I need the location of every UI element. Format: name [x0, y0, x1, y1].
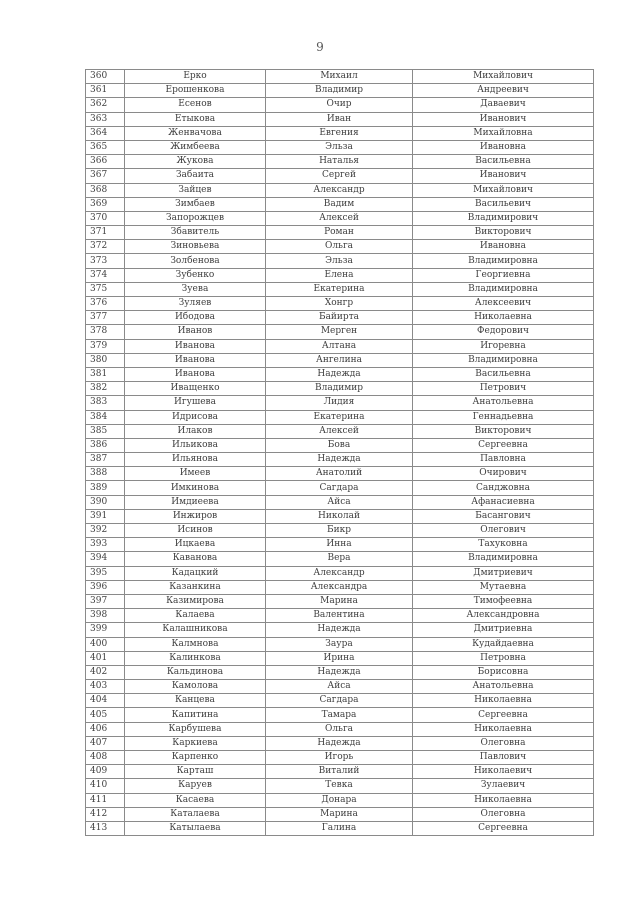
table-row	[86, 495, 594, 509]
table-row	[86, 722, 594, 736]
first-name-cell: Александра	[266, 580, 413, 594]
surname-cell: Зайцев	[125, 183, 266, 197]
table-row	[86, 240, 594, 254]
row-number: 388	[86, 467, 125, 481]
table-row	[86, 821, 594, 835]
patronymic-cell: Петровна	[413, 651, 594, 665]
patronymic-cell: Михайлович	[413, 183, 594, 197]
surname-cell: Имкинова	[125, 481, 266, 495]
surname-cell: Идрисова	[125, 410, 266, 424]
table-row	[86, 566, 594, 580]
surname-cell: Имдиеева	[125, 495, 266, 509]
surname-cell: Калмнова	[125, 637, 266, 651]
first-name-cell: Александр	[266, 183, 413, 197]
surname-cell: Калаева	[125, 609, 266, 623]
surname-cell: Ерошенкова	[125, 84, 266, 98]
row-number: 361	[86, 84, 125, 98]
surname-cell: Катылаева	[125, 821, 266, 835]
row-number: 394	[86, 552, 125, 566]
patronymic-cell: Николаевич	[413, 765, 594, 779]
surname-cell: Кадацкий	[125, 566, 266, 580]
table-row	[86, 481, 594, 495]
first-name-cell: Эльза	[266, 140, 413, 154]
surname-cell: Иванов	[125, 325, 266, 339]
surname-cell: Иващенко	[125, 382, 266, 396]
surname-cell: Касаева	[125, 793, 266, 807]
row-number: 385	[86, 424, 125, 438]
first-name-cell: Марина	[266, 807, 413, 821]
patronymic-cell: Игоревна	[413, 339, 594, 353]
surname-cell: Иванова	[125, 353, 266, 367]
patronymic-cell: Николаевна	[413, 311, 594, 325]
table-row	[86, 339, 594, 353]
surname-cell: Калинкова	[125, 651, 266, 665]
surname-cell: Инжиров	[125, 509, 266, 523]
patronymic-cell: Басангович	[413, 509, 594, 523]
surname-cell: Женвачова	[125, 126, 266, 140]
page-number: 9	[316, 40, 324, 54]
patronymic-cell: Ивановна	[413, 140, 594, 154]
first-name-cell: Анатолий	[266, 467, 413, 481]
first-name-cell: Алексей	[266, 424, 413, 438]
surname-cell: Зубенко	[125, 268, 266, 282]
first-name-cell: Елена	[266, 268, 413, 282]
patronymic-cell: Васильевна	[413, 155, 594, 169]
table-row	[86, 169, 594, 183]
first-name-cell: Алексей	[266, 211, 413, 225]
surname-cell: Есенов	[125, 98, 266, 112]
surname-cell: Капитина	[125, 708, 266, 722]
surname-cell: Казанкина	[125, 580, 266, 594]
patronymic-cell: Даваевич	[413, 98, 594, 112]
table-row	[86, 325, 594, 339]
row-number: 377	[86, 311, 125, 325]
row-number: 382	[86, 382, 125, 396]
row-number: 406	[86, 722, 125, 736]
row-number: 392	[86, 524, 125, 538]
surname-cell: Каруев	[125, 779, 266, 793]
row-number: 371	[86, 226, 125, 240]
surname-cell: Ибодова	[125, 311, 266, 325]
surname-cell: Ицкаева	[125, 538, 266, 552]
table-row	[86, 396, 594, 410]
table-row	[86, 552, 594, 566]
patronymic-cell: Афанасиевна	[413, 495, 594, 509]
table-row	[86, 98, 594, 112]
first-name-cell: Михаил	[266, 70, 413, 84]
patronymic-cell: Михайлович	[413, 70, 594, 84]
surname-cell: Исинов	[125, 524, 266, 538]
patronymic-cell: Викторович	[413, 226, 594, 240]
surname-cell: Калашникова	[125, 623, 266, 637]
row-number: 373	[86, 254, 125, 268]
first-name-cell: Ольга	[266, 240, 413, 254]
first-name-cell: Хонгр	[266, 297, 413, 311]
surname-cell: Ильянова	[125, 453, 266, 467]
table-row	[86, 126, 594, 140]
row-number: 364	[86, 126, 125, 140]
patronymic-cell: Дмитриевна	[413, 623, 594, 637]
row-number: 368	[86, 183, 125, 197]
table-row	[86, 509, 594, 523]
table-row	[86, 467, 594, 481]
table-row	[86, 382, 594, 396]
patronymic-cell: Очирович	[413, 467, 594, 481]
row-number: 372	[86, 240, 125, 254]
surname-cell: Иванова	[125, 367, 266, 381]
first-name-cell: Наталья	[266, 155, 413, 169]
surname-cell: Каталаева	[125, 807, 266, 821]
patronymic-cell: Иванович	[413, 169, 594, 183]
patronymic-cell: Владимирович	[413, 211, 594, 225]
first-name-cell: Галина	[266, 821, 413, 835]
patronymic-cell: Владимировна	[413, 254, 594, 268]
table-row	[86, 779, 594, 793]
row-number: 369	[86, 197, 125, 211]
row-number: 387	[86, 453, 125, 467]
patronymic-cell: Сергеевна	[413, 821, 594, 835]
table-row	[86, 807, 594, 821]
patronymic-cell: Тимофеевна	[413, 594, 594, 608]
row-number: 374	[86, 268, 125, 282]
table-row	[86, 140, 594, 154]
table-row	[86, 254, 594, 268]
roster-body	[86, 70, 594, 836]
first-name-cell: Александр	[266, 566, 413, 580]
row-number: 393	[86, 538, 125, 552]
patronymic-cell: Николаевна	[413, 793, 594, 807]
table-row	[86, 183, 594, 197]
row-number: 400	[86, 637, 125, 651]
surname-cell: Жукова	[125, 155, 266, 169]
row-number: 402	[86, 665, 125, 679]
table-row	[86, 282, 594, 296]
first-name-cell: Донара	[266, 793, 413, 807]
table-row	[86, 367, 594, 381]
row-number: 381	[86, 367, 125, 381]
row-number: 410	[86, 779, 125, 793]
row-number: 398	[86, 609, 125, 623]
first-name-cell: Бова	[266, 438, 413, 452]
first-name-cell: Очир	[266, 98, 413, 112]
surname-cell: Илаков	[125, 424, 266, 438]
row-number: 365	[86, 140, 125, 154]
row-number: 379	[86, 339, 125, 353]
patronymic-cell: Георгиевна	[413, 268, 594, 282]
first-name-cell: Евгения	[266, 126, 413, 140]
first-name-cell: Тевка	[266, 779, 413, 793]
table-row	[86, 793, 594, 807]
first-name-cell: Надежда	[266, 665, 413, 679]
surname-cell: Етыкова	[125, 112, 266, 126]
patronymic-cell: Борисовна	[413, 665, 594, 679]
first-name-cell: Байирта	[266, 311, 413, 325]
row-number: 370	[86, 211, 125, 225]
row-number: 363	[86, 112, 125, 126]
first-name-cell: Лидия	[266, 396, 413, 410]
table-row	[86, 155, 594, 169]
patronymic-cell: Зулаевич	[413, 779, 594, 793]
table-row	[86, 680, 594, 694]
patronymic-cell: Викторович	[413, 424, 594, 438]
surname-cell: Кальдинова	[125, 665, 266, 679]
patronymic-cell: Владимировна	[413, 353, 594, 367]
patronymic-cell: Васильевич	[413, 197, 594, 211]
surname-cell: Забаита	[125, 169, 266, 183]
surname-cell: Иванова	[125, 339, 266, 353]
table-row	[86, 410, 594, 424]
row-number: 378	[86, 325, 125, 339]
table-row	[86, 438, 594, 452]
first-name-cell: Марина	[266, 594, 413, 608]
first-name-cell: Роман	[266, 226, 413, 240]
surname-cell: Карташ	[125, 765, 266, 779]
first-name-cell: Ангелина	[266, 353, 413, 367]
surname-cell: Казимирова	[125, 594, 266, 608]
surname-cell: Золбенова	[125, 254, 266, 268]
patronymic-cell: Владимировна	[413, 282, 594, 296]
row-number: 383	[86, 396, 125, 410]
first-name-cell: Айса	[266, 495, 413, 509]
table-row	[86, 311, 594, 325]
table-row	[86, 765, 594, 779]
patronymic-cell: Николаевна	[413, 722, 594, 736]
patronymic-cell: Ивановна	[413, 240, 594, 254]
table-row	[86, 623, 594, 637]
patronymic-cell: Олеговна	[413, 807, 594, 821]
table-row	[86, 637, 594, 651]
surname-cell: Запорожцев	[125, 211, 266, 225]
row-number: 403	[86, 680, 125, 694]
patronymic-cell: Павловна	[413, 453, 594, 467]
row-number: 404	[86, 694, 125, 708]
first-name-cell: Инна	[266, 538, 413, 552]
patronymic-cell: Сергеевна	[413, 708, 594, 722]
patronymic-cell: Николаевна	[413, 694, 594, 708]
table-row	[86, 751, 594, 765]
first-name-cell: Бикр	[266, 524, 413, 538]
first-name-cell: Сагдара	[266, 481, 413, 495]
surname-cell: Имеев	[125, 467, 266, 481]
patronymic-cell: Владимировна	[413, 552, 594, 566]
surname-cell: Зимбаев	[125, 197, 266, 211]
row-number: 366	[86, 155, 125, 169]
first-name-cell: Вадим	[266, 197, 413, 211]
first-name-cell: Алтана	[266, 339, 413, 353]
patronymic-cell: Александровна	[413, 609, 594, 623]
row-number: 367	[86, 169, 125, 183]
first-name-cell: Сергей	[266, 169, 413, 183]
table-row	[86, 708, 594, 722]
surname-cell: Карпенко	[125, 751, 266, 765]
first-name-cell: Екатерина	[266, 410, 413, 424]
roster-table	[85, 69, 594, 836]
first-name-cell: Игорь	[266, 751, 413, 765]
table-row	[86, 268, 594, 282]
first-name-cell: Екатерина	[266, 282, 413, 296]
patronymic-cell: Петрович	[413, 382, 594, 396]
table-row	[86, 297, 594, 311]
table-row	[86, 197, 594, 211]
patronymic-cell: Федорович	[413, 325, 594, 339]
table-row	[86, 211, 594, 225]
first-name-cell: Заура	[266, 637, 413, 651]
row-number: 413	[86, 821, 125, 835]
patronymic-cell: Михайловна	[413, 126, 594, 140]
surname-cell: Канцева	[125, 694, 266, 708]
patronymic-cell: Сергеевна	[413, 438, 594, 452]
surname-cell: Зиновьева	[125, 240, 266, 254]
surname-cell: Жимбеева	[125, 140, 266, 154]
patronymic-cell: Алексеевич	[413, 297, 594, 311]
table-row	[86, 226, 594, 240]
first-name-cell: Ирина	[266, 651, 413, 665]
patronymic-cell: Дмитриевич	[413, 566, 594, 580]
patronymic-cell: Кудайдаевна	[413, 637, 594, 651]
row-number: 396	[86, 580, 125, 594]
row-number: 390	[86, 495, 125, 509]
surname-cell: Зуева	[125, 282, 266, 296]
patronymic-cell: Андреевич	[413, 84, 594, 98]
row-number: 397	[86, 594, 125, 608]
patronymic-cell: Геннадьевна	[413, 410, 594, 424]
surname-cell: Каванова	[125, 552, 266, 566]
first-name-cell: Айса	[266, 680, 413, 694]
table-row	[86, 736, 594, 750]
row-number: 401	[86, 651, 125, 665]
table-row	[86, 424, 594, 438]
first-name-cell: Владимир	[266, 84, 413, 98]
row-number: 384	[86, 410, 125, 424]
row-number: 408	[86, 751, 125, 765]
row-number: 380	[86, 353, 125, 367]
first-name-cell: Валентина	[266, 609, 413, 623]
row-number: 389	[86, 481, 125, 495]
table-row	[86, 665, 594, 679]
patronymic-cell: Олегович	[413, 524, 594, 538]
table-row	[86, 70, 594, 84]
patronymic-cell: Иванович	[413, 112, 594, 126]
patronymic-cell: Санджовна	[413, 481, 594, 495]
first-name-cell: Эльза	[266, 254, 413, 268]
first-name-cell: Владимир	[266, 382, 413, 396]
patronymic-cell: Тахуковна	[413, 538, 594, 552]
table-row	[86, 538, 594, 552]
row-number: 411	[86, 793, 125, 807]
surname-cell: Зуляев	[125, 297, 266, 311]
patronymic-cell: Олеговна	[413, 736, 594, 750]
first-name-cell: Надежда	[266, 623, 413, 637]
surname-cell: Карбушева	[125, 722, 266, 736]
table-row	[86, 524, 594, 538]
surname-cell: Ильикова	[125, 438, 266, 452]
surname-cell: Ерко	[125, 70, 266, 84]
row-number: 375	[86, 282, 125, 296]
first-name-cell: Мерген	[266, 325, 413, 339]
surname-cell: Збавитель	[125, 226, 266, 240]
patronymic-cell: Анатольевна	[413, 680, 594, 694]
first-name-cell: Виталий	[266, 765, 413, 779]
row-number: 360	[86, 70, 125, 84]
row-number: 386	[86, 438, 125, 452]
table-row	[86, 609, 594, 623]
row-number: 409	[86, 765, 125, 779]
first-name-cell: Сагдара	[266, 694, 413, 708]
row-number: 399	[86, 623, 125, 637]
patronymic-cell: Мутаевна	[413, 580, 594, 594]
row-number: 407	[86, 736, 125, 750]
table-row	[86, 84, 594, 98]
row-number: 412	[86, 807, 125, 821]
first-name-cell: Надежда	[266, 736, 413, 750]
first-name-cell: Надежда	[266, 453, 413, 467]
patronymic-cell: Павлович	[413, 751, 594, 765]
row-number: 395	[86, 566, 125, 580]
first-name-cell: Ольга	[266, 722, 413, 736]
row-number: 391	[86, 509, 125, 523]
first-name-cell: Николай	[266, 509, 413, 523]
surname-cell: Камолова	[125, 680, 266, 694]
first-name-cell: Надежда	[266, 367, 413, 381]
surname-cell: Каркиева	[125, 736, 266, 750]
surname-cell: Игушева	[125, 396, 266, 410]
patronymic-cell: Анатольевна	[413, 396, 594, 410]
first-name-cell: Тамара	[266, 708, 413, 722]
table-row	[86, 580, 594, 594]
first-name-cell: Иван	[266, 112, 413, 126]
table-row	[86, 112, 594, 126]
table-row	[86, 651, 594, 665]
table-row	[86, 594, 594, 608]
table-row	[86, 453, 594, 467]
table-row	[86, 353, 594, 367]
row-number: 376	[86, 297, 125, 311]
row-number: 405	[86, 708, 125, 722]
first-name-cell: Вера	[266, 552, 413, 566]
patronymic-cell: Васильевна	[413, 367, 594, 381]
table-row	[86, 694, 594, 708]
row-number: 362	[86, 98, 125, 112]
